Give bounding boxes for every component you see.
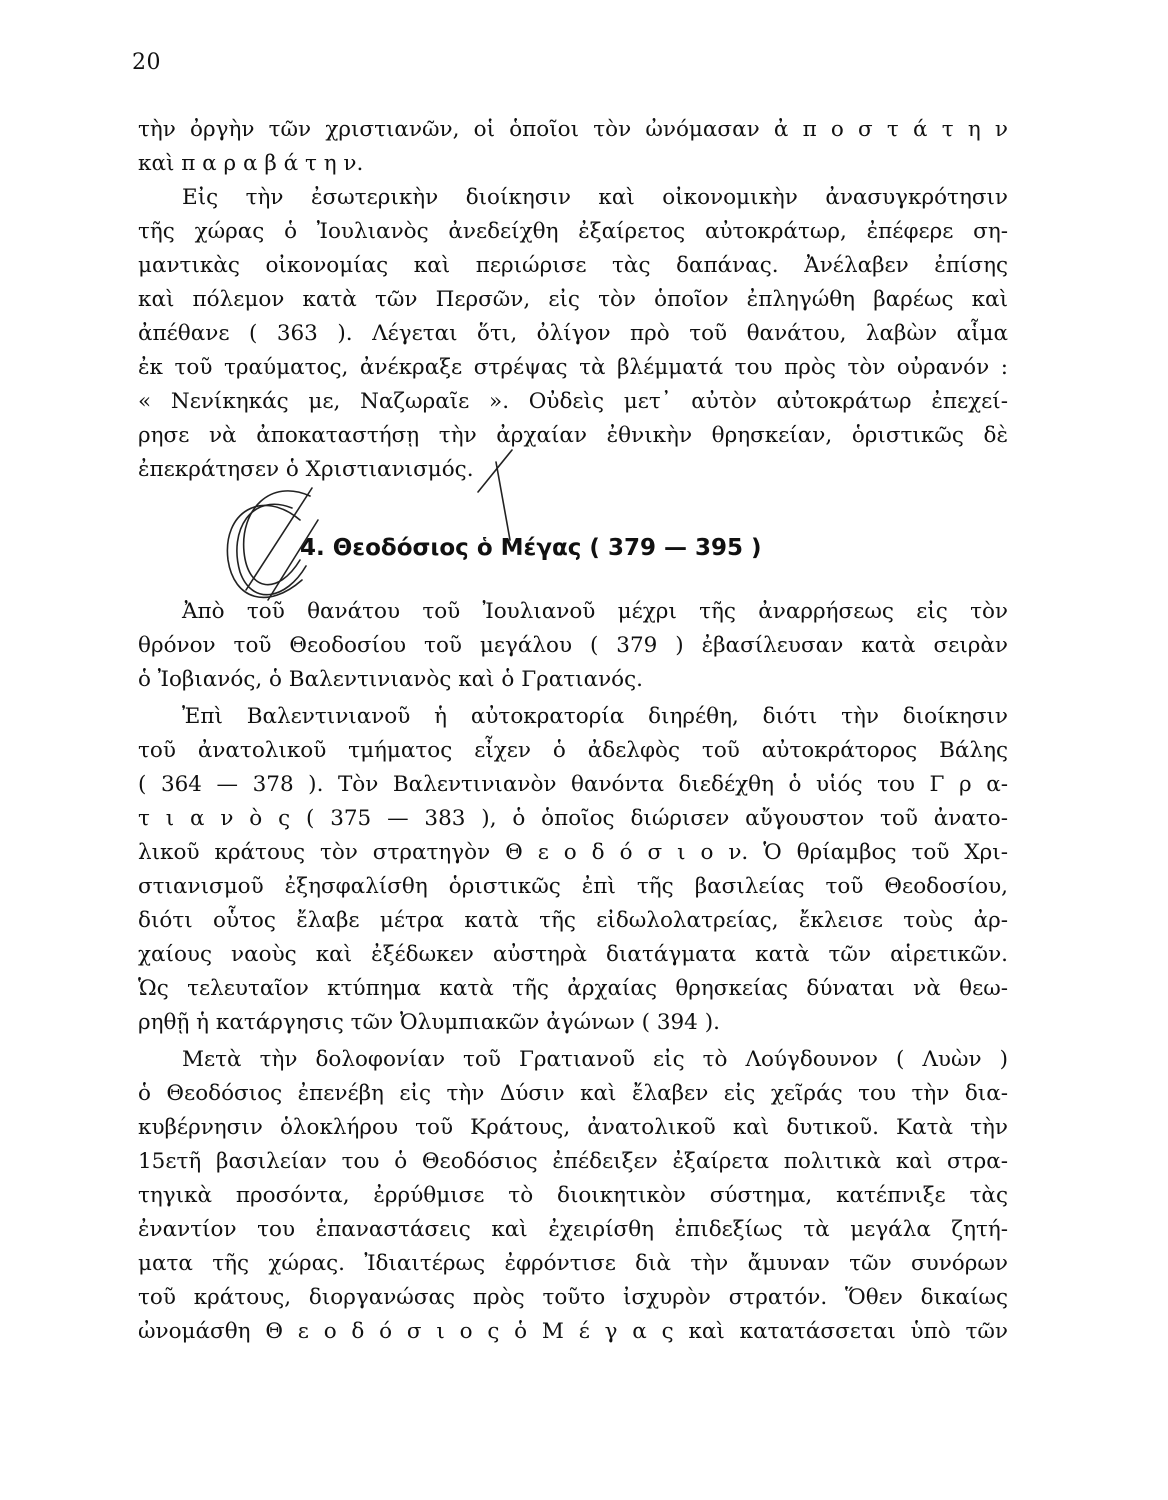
text-line: διότι οὗτος ἔλαβε μέτρα κατὰ τῆς εἰδωλολατρείας, ἔκλεισε τοὺς ἀρ- [138,908,1008,933]
text-line: Ἐπὶ Βαλεντινιανοῦ ἡ αὐτοκρατορία διηρέθη, διότι τὴν διοίκησιν [182,704,1008,729]
text-line: ματα τῆς χώρας. Ἰδιαιτέρως ἐφρόντισε διὰ τὴν ἄμυναν τῶν συνόρων [138,1251,1008,1276]
text-line: κυβέρνησιν ὁλοκλήρου τοῦ Κράτους, ἀνατολικοῦ καὶ δυτικοῦ. Κατὰ τὴν [138,1115,1008,1140]
text-line: Ἀπὸ τοῦ θανάτου τοῦ Ἰουλιανοῦ μέχρι τῆς ἀναρρήσεως εἰς τὸν [182,599,1008,624]
text-line: τ ι α ν ὸ ς ( 375 — 383 ), ὁ ὁποῖος διώρισεν αὔγουστον τοῦ ἀνατο- [138,806,1008,831]
text-line: τοῦ ἀνατολικοῦ τμήματος εἶχεν ὁ ἀδελφὸς τοῦ αὐτοκράτορος Βάλης [138,738,1008,763]
text-line: λικοῦ κράτους τὸν στρατηγὸν Θ ε ο δ ό σ ι ο ν. Ὁ θρίαμβος τοῦ Χρι- [138,840,1008,865]
text-line: στιανισμοῦ ἐξησφαλίσθη ὁριστικῶς ἐπὶ τῆς βασιλείας τοῦ Θεοδοσίου, [138,874,1008,899]
text-line: τηγικὰ προσόντα, ἐρρύθμισε τὸ διοικητικὸν σύστημα, κατέπνιξε τὰς [138,1183,1008,1208]
text-line: ( 364 — 378 ). Τὸν Βαλεντινιανὸν θανόντα διεδέχθη ὁ υἱός του Γ ρ α- [138,772,1008,797]
text-line: μαντικὰς οἰκονομίας καὶ περιώρισε τὰς δαπάνας. Ἀνέλαβεν ἐπίσης [138,253,1008,278]
text-line: ρησε νὰ ἀποκαταστήσῃ τὴν ἀρχαίαν ἐθνικὴν θρησκείαν, ὁριστικῶς δὲ [138,423,1008,448]
text-line: Εἰς τὴν ἐσωτερικὴν διοίκησιν καὶ οἰκονομικὴν ἀνασυγκρότησιν [182,185,1008,210]
text-line: ρηθῇ ἡ κατάργησις τῶν Ὀλυμπιακῶν ἀγώνων ( 394 ). [138,1010,720,1035]
text-line: τῆς χώρας ὁ Ἰουλιανὸς ἀνεδείχθη ἐξαίρετος αὐτοκράτωρ, ἐπέφερε ση- [138,219,1008,244]
text-line: ἐκ τοῦ τραύματος, ἀνέκραξε στρέψας τὰ βλέμματά του πρὸς τὸν οὐρανόν : [138,355,1008,380]
text-line: 15ετῆ βασιλείαν του ὁ Θεοδόσιος ἐπέδειξεν ἐξαίρετα πολιτικὰ καὶ στρα- [138,1149,1008,1174]
text-line: ἐπεκράτησεν ὁ Χριστιανισμός. [138,457,474,482]
text-line: καὶ πόλεμον κατὰ τῶν Περσῶν, εἰς τὸν ὁποῖον ἐπληγώθη βαρέως καὶ [138,287,1008,312]
text-line: ὁ Ἰοβιανός, ὁ Βαλεντινιανὸς καὶ ὁ Γρατιανός. [138,667,643,692]
text-line: « Νενίκηκάς με, Ναζωραῖε ». Οὐδεὶς μετ᾿ αὐτὸν αὐτοκράτωρ ἐπεχεί- [138,389,1008,414]
text-line: ἐναντίον του ἐπαναστάσεις καὶ ἐχειρίσθη ἐπιδεξίως τὰ μεγάλα ζητή- [138,1217,1008,1242]
page-number: 20 [132,50,161,75]
text-line: θρόνον τοῦ Θεοδοσίου τοῦ μεγάλου ( 379 ) ἐβασίλευσαν κατὰ σειρὰν [138,633,1008,658]
text-line: ὁ Θεοδόσιος ἐπενέβη εἰς τὴν Δύσιν καὶ ἔλαβεν εἰς χεῖράς του τὴν δια- [138,1081,1008,1106]
text-line: ἀπέθανε ( 363 ). Λέγεται ὅτι, ὀλίγον πρὸ τοῦ θανάτου, λαβὼν αἷμα [138,321,1008,346]
section-heading: 4. Θεοδόσιος ὁ Μέγας ( 379 — 395 ) [300,535,762,561]
text-line: χαίους ναοὺς καὶ ἐξέδωκεν αὐστηρὰ διατάγματα κατὰ τῶν αἱρετικῶν. [138,942,1008,967]
text-line: Ὡς τελευταῖον κτύπημα κατὰ τῆς ἀρχαίας θρησκείας δύναται νὰ θεω- [138,976,1008,1001]
text-line: ὠνομάσθη Θ ε ο δ ό σ ι ο ς ὁ Μ έ γ α ς καὶ κατατάσσεται ὑπὸ τῶν [138,1319,1008,1344]
text-line: καὶ π α ρ α β ά τ η ν. [138,151,364,176]
text-line: Μετὰ τὴν δολοφονίαν τοῦ Γρατιανοῦ εἰς τὸ Λούγδουνον ( Λυὼν ) [182,1047,1008,1072]
text-line: τοῦ κράτους, διοργανώσας πρὸς τοῦτο ἰσχυρὸν στρατόν. Ὅθεν δικαίως [138,1285,1008,1310]
text-line: τὴν ὀργὴν τῶν χριστιανῶν, οἱ ὁποῖοι τὸν ὠνόμασαν ἀ π ο σ τ ά τ η ν [138,117,1008,142]
